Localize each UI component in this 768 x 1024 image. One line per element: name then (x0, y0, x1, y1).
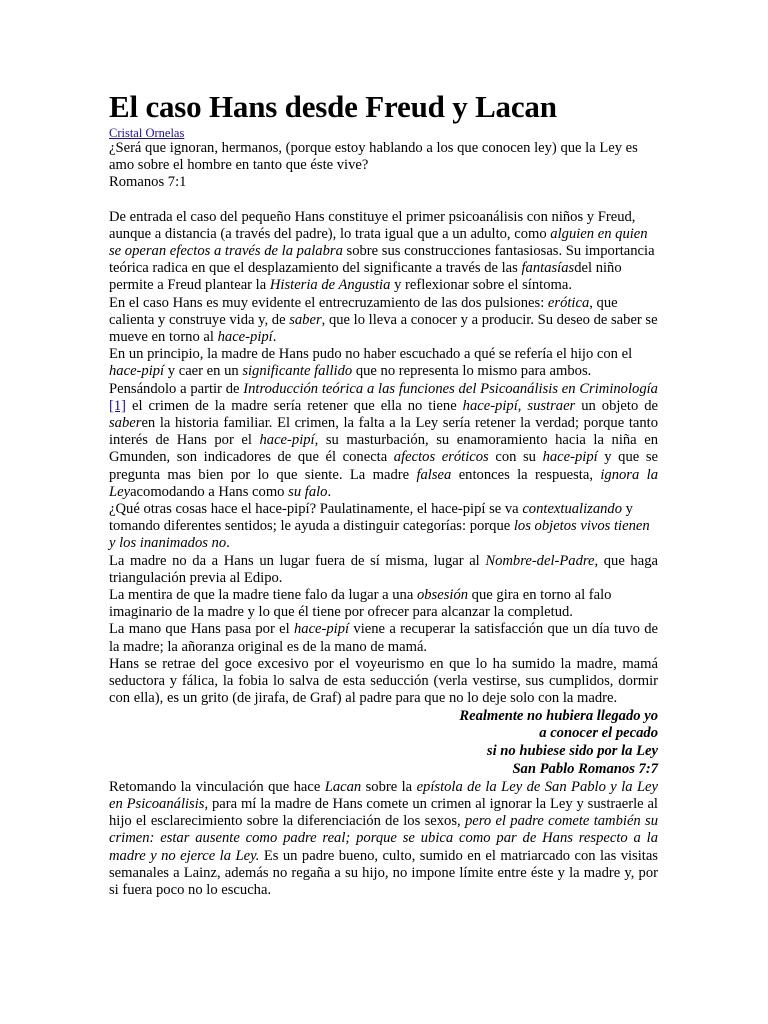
epigraph-line: a conocer el pecado (539, 725, 658, 742)
paragraph-contextualizando: ¿Qué otras cosas hace el hace-pipí? Paulatinamente, el hace-pipí se va contextualizando y tomando diferentes sentidos; le ayuda a distinguir categorías: porque los objetos vivos tienen y los inanimados no. (109, 501, 650, 552)
paragraph-obsesion: La mentira de que la madre tiene falo da lugar a una obsesión que gira en torno al falo imaginario de la madre y lo que él tiene por ofrecer para alcanzar la completud. (109, 587, 612, 621)
article-title: El caso Hans desde Freud y Lacan (109, 89, 557, 124)
epigraph-source: San Pablo Romanos 7:7 (512, 760, 658, 777)
epigraph-san-pablo (109, 708, 658, 779)
epigraph-line: si no hubiese sido por la Ley (486, 743, 658, 760)
epigraph-romanos-source: Romanos 7:1 (109, 174, 187, 191)
paragraph-intro: De entrada el caso del pequeño Hans constituye el primer psicoanálisis con niños y Freud, aunque a distancia (a través del padre), lo trata igual que a un adulto, como alguien en quien se operan efectos a través de la palabra sobre sus construcciones fantasiosas. Su importancia teórica radica en que el desplazamiento del significante a través de las fantasíasdel niño permite a Freud plantear la Histeria de Angustia y reflexionar sobre el síntoma. (109, 208, 655, 294)
paragraph-spacer (109, 192, 658, 209)
footnote-link[interactable]: [1] (109, 397, 127, 414)
paragraph-madre-escucha: En un principio, la madre de Hans pudo no haber escuchado a qué se refería el hijo con el hace-pipí y caer en un significante fallido que no representa lo mismo para ambos. (109, 346, 633, 380)
paragraph-criminologia: Pensándolo a partir de Introducción teórica a las funciones del Psicoanálisis en Criminología [1] el crimen de la madre sería retener que ella no tiene hace-pipí, sustraer un objeto de saberen la historia familiar. El crimen, la falta a la Ley sería retener la verdad; porque tanto interés de Hans por el hace-pipí, su masturbación, su enamoramiento hacia la niña en Gmunden, son indicadores de que él conecta afectos eróticos con su hace-pipí y que se pregunta mas bien por lo que siente. La madre falsea entonces la respuesta, ignora la Leyacomodando a Hans como su falo. (109, 380, 659, 500)
author-link[interactable]: Cristal Ornelas (109, 126, 185, 140)
paragraph-pulsiones: En el caso Hans es muy evidente el entrecruzamiento de las dos pulsiones: erótica, que calienta y construye vida y, de saber, que lo lleva a conocer y a producir. Su deseo de saber se mueve en torno al hace-pipí. (109, 294, 658, 346)
epigraph-romanos-text: ¿Será que ignoran, hermanos, (porque estoy hablando a los que conocen ley) que la Ley es amo sobre el hombre en tanto que éste vive? (109, 140, 638, 174)
document-body (109, 88, 658, 899)
epigraph-line: Realmente no hubiera llegado yo (459, 707, 658, 724)
paragraph-nombre-del-padre: La madre no da a Hans un lugar fuera de sí misma, lugar al Nombre-del-Padre, que haga triangulación previa al Edipo. (109, 552, 658, 586)
paragraph-voyeurismo: Hans se retrae del goce excesivo por el voyeurismo en que lo ha sumido la madre, mamá seductora y fálica, la fobia lo salva de esta seducción (verla vestirse, sus cumplidos, dormir con ella), es un grito (de jirafa, de Graf) al padre para que no lo deje solo con la madre. (109, 655, 658, 707)
paragraph-lacan: Retomando la vinculación que hace Lacan sobre la epístola de la Ley de San Pablo y la Ley en Psicoanálisis, para mí la madre de Hans comete un crimen al ignorar la Ley y sustraerle al hijo el esclarecimiento sobre la diferenciación de los sexos, pero el padre comete también su crimen: estar ausente como padre real; porque se ubica como par de Hans respecto a la madre y no ejerce la Ley. Es un padre bueno, culto, sumido en el matriarcado con las visitas semanales a Lainz, además no regaña a su hijo, no impone límite entre éste y la madre y, por si fuera poco no lo escucha. (109, 778, 659, 898)
paragraph-mano: La mano que Hans pasa por el hace-pipí viene a recuperar la satisfacción que un día tuvo de la madre; la añoranza original es de la mano de mamá. (109, 621, 658, 655)
